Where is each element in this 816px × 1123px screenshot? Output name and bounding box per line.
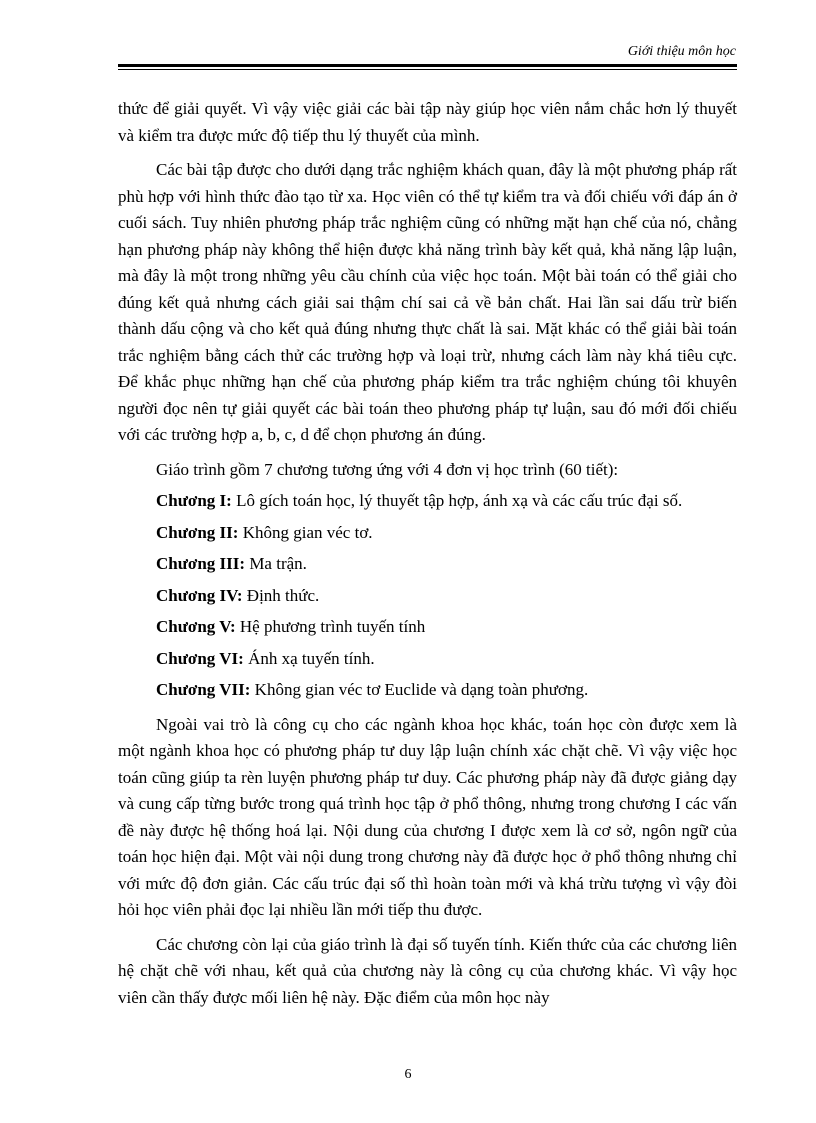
chapter-title: Không gian véc tơ. (238, 522, 373, 542)
chapter-item (118, 488, 737, 515)
chapter-title: Ánh xạ tuyến tính. (243, 648, 375, 668)
chapter-label: Chương II: (156, 522, 239, 542)
chapter-title: Định thức. (242, 585, 320, 605)
page-body (118, 96, 737, 1011)
chapter-item (118, 551, 737, 578)
chapter-label: Chương III: (156, 554, 246, 573)
chapter-item (118, 614, 737, 641)
paragraph: Các chương còn lại của giáo trình là đại số tuyến tính. Kiến thức của các chương liên hệ chặt chẽ với nhau, kết quả của chương này là công cụ của chương khác. Vì vậy học viên cần thấy được mối liên hệ này. Đặc điểm của môn học này (118, 934, 737, 1007)
paragraph: thức để giải quyết. Vì vậy việc giải các bài tập này giúp học viên nắm chắc hơn lý thuyết và kiểm tra được mức độ tiếp thu lý thuyết của mình. (118, 99, 737, 145)
chapter-label: Chương IV: (156, 585, 243, 605)
chapter-title: Hệ phương trình tuyến tính (235, 617, 426, 636)
chapter-title: Không gian véc tơ Euclide và dạng toàn phương. (250, 680, 589, 699)
paragraph: Giáo trình gồm 7 chương tương ứng với 4 đơn vị học trình (60 tiết): (156, 459, 619, 479)
header-title: Giới thiệu môn học (627, 44, 736, 59)
header-rule-thick (118, 64, 737, 67)
chapter-title: Lô gích toán học, lý thuyết tập hợp, ánh xạ và các cấu trúc đại số. (231, 491, 683, 510)
paragraph: Các bài tập được cho dưới dạng trắc nghiệm khách quan, đây là một phương pháp rất phù hợp với hình thức đào tạo từ xa. Học viên có thể tự kiểm tra và đối chiếu với đáp án ở cuối sách. Tuy nhiên phương pháp trắc nghiệm cũng có những mặt hạn chế của nó, chẳng hạn phương pháp này không thể hiện được khả năng trình bày kết quả, khả năng lập luận, mà đây là một trong những yêu cầu chính của việc học toán. Một bài toán có thể giải cho đúng kết quả nhưng cách giải sai thậm chí sai cả về bản chất. Hai lần sai dấu trừ biến thành dấu cộng và cho kết quả đúng nhưng thực chất là sai. Mặt khác có thể giải bài toán trắc nghiệm bằng cách thử các trường hợp và loại trừ, nhưng cách làm này khá tiêu cực. Để khắc phục những hạn chế của phương pháp kiểm tra trắc nghiệm chúng tôi khuyên người đọc nên tự giải quyết các bài toán theo phương pháp tự luận, sau đó mới đối chiếu với các trường hợp a, b, c, d để chọn phương án đúng. (118, 160, 737, 444)
chapter-label: Chương V: (156, 617, 236, 636)
chapter-title: Ma trận. (245, 554, 307, 573)
chapter-label: Chương I: (156, 491, 232, 510)
chapter-label: Chương VII: (156, 680, 251, 699)
chapter-item (118, 583, 737, 610)
chapter-item (118, 646, 737, 673)
paragraph: Ngoài vai trò là công cụ cho các ngành khoa học khác, toán học còn được xem là một ngành khoa học có phương pháp tư duy lập luận chính xác chặt chẽ. Vì vậy việc học toán cũng giúp ta rèn luyện phương pháp tư duy. Các phương pháp này đã được giảng dạy và cung cấp từng bước trong quá trình học tập ở phổ thông, nhưng trong chương I các vấn đề này được hệ thống hoá lại. Nội dung của chương I được xem là cơ sở, ngôn ngữ của toán học hiện đại. Một vài nội dung trong chương này đã được học ở phổ thông nhưng chỉ với mức độ đơn giản. Các cấu trúc đại số thì hoàn toàn mới và khá trừu tượng vì vậy đòi hỏi học viên phải đọc lại nhiều lần mới tiếp thu được. (118, 714, 737, 919)
page-number: 6 (404, 1067, 412, 1082)
chapter-item (118, 677, 737, 704)
chapter-label: Chương VI: (156, 648, 244, 668)
chapter-item (118, 520, 737, 547)
header-rule-thin (118, 69, 737, 70)
